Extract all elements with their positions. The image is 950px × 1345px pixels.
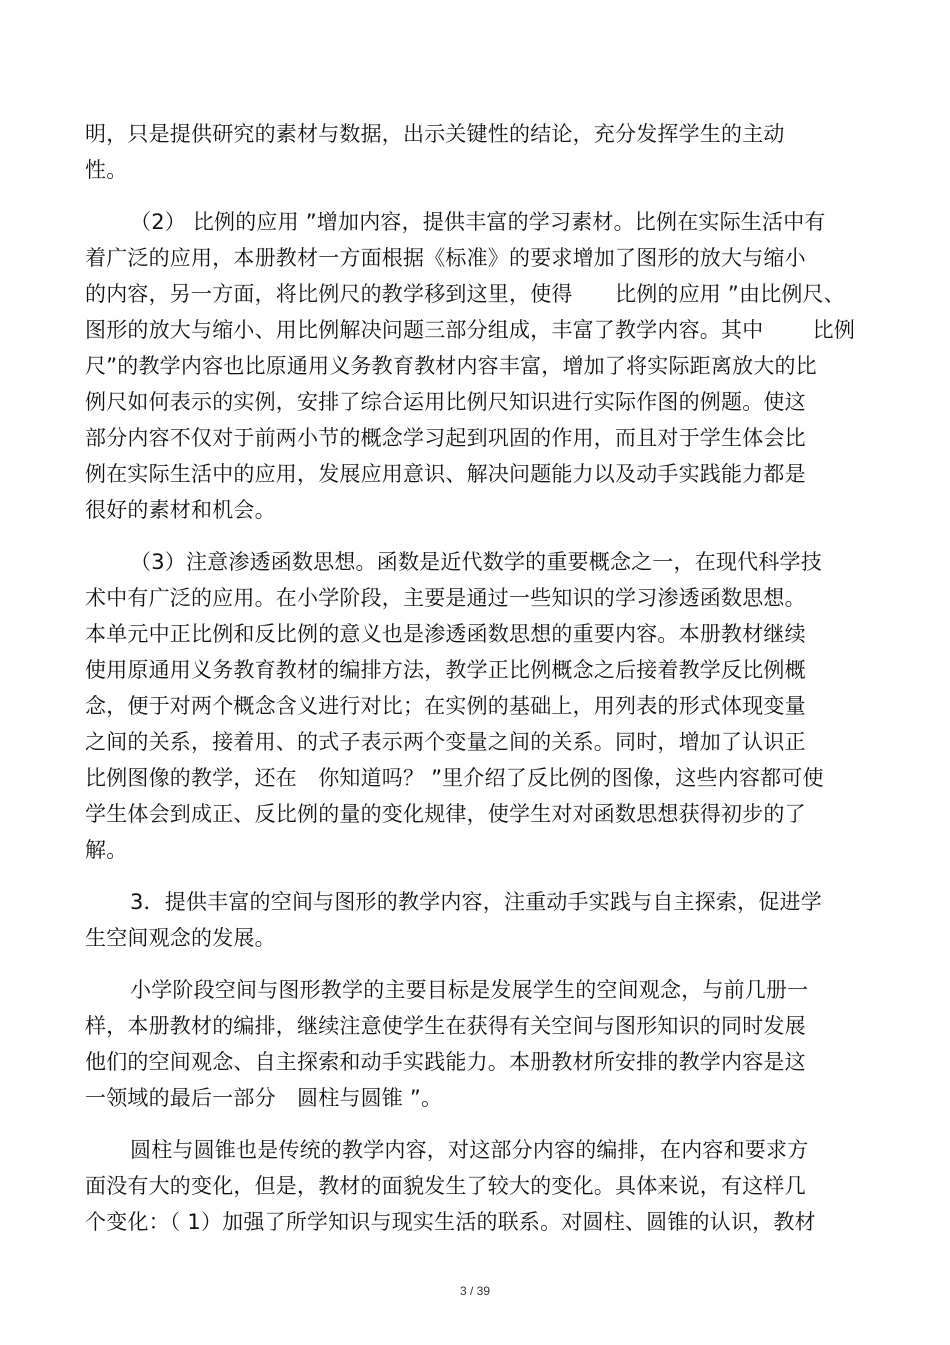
text-line: 一领域的最后一部分 圆柱与圆锥 ”。 — [85, 1086, 443, 1110]
text-line: 念，便于对两个概念含义进行对比；在实例的基础上，用列表的形式体现变量 — [85, 694, 806, 718]
page-number: 3 / 39 — [459, 1284, 491, 1298]
text-line: 的内容，另一方面，将比例尺的教学移到这里，使得 比例的应用 ”由比例尺、 — [85, 282, 845, 306]
section-heading: 3．提供丰富的空间与图形的教学内容，注重动手实践与自主探索，促进学 — [130, 890, 822, 914]
text-line: 性。 — [85, 158, 128, 182]
text-line: 很好的素材和机会。 — [85, 498, 276, 522]
text-line: 解。 — [85, 838, 128, 862]
section-heading: 生空间观念的发展。 — [85, 926, 276, 950]
text-line: （3）注意渗透函数思想。函数是近代数学的重要概念之一，在现代科学技 — [130, 550, 822, 574]
text-line: 例尺如何表示的实例，安排了综合运用比例尺知识进行实际作图的例题。使这 — [85, 390, 806, 414]
text-line: 圆柱与圆锥也是传统的教学内容，对这部分内容的编排，在内容和要求方 — [130, 1138, 809, 1162]
text-line: 之间的关系，接着用、的式子表示两个变量之间的关系。同时，增加了认识正 — [85, 730, 806, 754]
text-line: 使用原通用义务教育教材的编排方法，教学正比例概念之后接着教学反比例概 — [85, 658, 806, 682]
text-line: 学生体会到成正、反比例的量的变化规律，使学生对对函数思想获得初步的了 — [85, 802, 806, 826]
text-line: 部分内容不仅对于前两小节的概念学习起到巩固的作用，而且对于学生体会比 — [85, 426, 806, 450]
text-line: 个变化：（ 1）加强了所学知识与现实生活的联系。对圆柱、圆锥的认识，教材 — [85, 1210, 816, 1234]
text-line: 他们的空间观念、自主探索和动手实践能力。本册教材所安排的教学内容是这 — [85, 1050, 806, 1074]
text-line: 术中有广泛的应用。在小学阶段，主要是通过一些知识的学习渗透函数思想。 — [85, 586, 806, 610]
text-line: 尺”的教学内容也比原通用义务教育教材内容丰富，增加了将实际距离放大的比 — [85, 354, 817, 378]
text-line: 明，只是提供研究的素材与数据，出示关键性的结论，充分发挥学生的主动 — [85, 122, 785, 146]
text-line: 小学阶段空间与图形教学的主要目标是发展学生的空间观念，与前几册一 — [130, 978, 809, 1002]
text-line: 样，本册教材的编排，继续注意使学生在获得有关空间与图形知识的同时发展 — [85, 1014, 806, 1038]
text-line: 本单元中正比例和反比例的意义也是渗透函数思想的重要内容。本册教材继续 — [85, 622, 806, 646]
text-line: 比例图像的教学，还在 你知道吗？ ”里介绍了反比例的图像，这些内容都可使 — [85, 766, 824, 790]
text-line: 例在实际生活中的应用，发展应用意识、解决问题能力以及动手实践能力都是 — [85, 462, 806, 486]
text-line: 面没有大的变化，但是，教材的面貌发生了较大的变化。具体来说，有这样几 — [85, 1174, 806, 1198]
text-line: 图形的放大与缩小、用比例解决问题三部分组成，丰富了教学内容。其中 比例 — [85, 318, 856, 342]
text-line: 着广泛的应用，本册教材一方面根据《标准》的要求增加了图形的放大与缩小 — [85, 246, 806, 270]
text-line: （2） 比例的应用 ”增加内容，提供丰富的学习素材。比例在实际生活中有 — [130, 210, 826, 234]
